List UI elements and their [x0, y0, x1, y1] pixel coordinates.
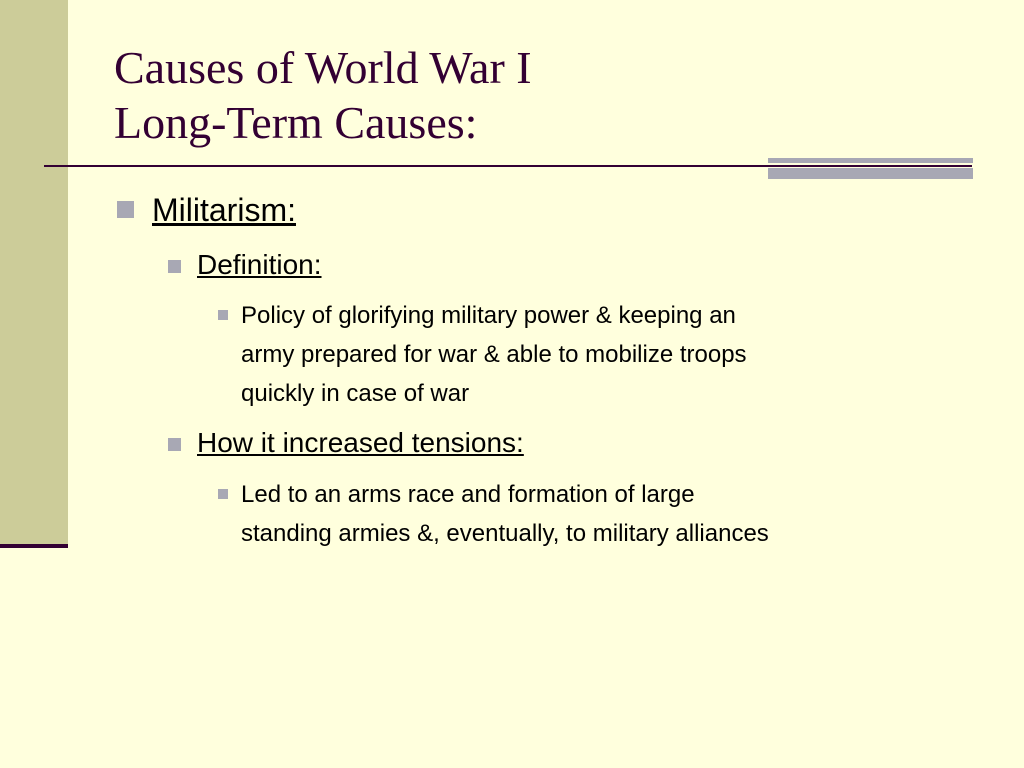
- definition-text: [241, 296, 961, 413]
- definition-text-line-2: army prepared for war & able to mobilize troops: [241, 341, 747, 368]
- square-bullet-icon: [168, 260, 181, 273]
- title-line-1: Causes of World War I: [114, 42, 532, 93]
- tensions-text: [241, 475, 981, 553]
- tensions-text-line-1: Led to an arms race and formation of large: [241, 481, 695, 508]
- tensions-text-line-2: standing armies &, eventually, to military alliances: [241, 520, 769, 547]
- square-bullet-icon: [117, 201, 134, 218]
- bullet-militarism: Militarism:: [152, 192, 296, 228]
- bullet-definition: Definition:: [197, 249, 322, 280]
- definition-text-line-3: quickly in case of war: [241, 380, 470, 407]
- square-bullet-icon: [218, 489, 228, 499]
- bullet-tensions: How it increased tensions:: [197, 427, 524, 458]
- square-bullet-icon: [168, 438, 181, 451]
- square-bullet-icon: [218, 310, 228, 320]
- title-line-2: Long-Term Causes:: [114, 97, 478, 148]
- definition-text-line-1: Policy of glorifying military power & keeping an: [241, 302, 736, 329]
